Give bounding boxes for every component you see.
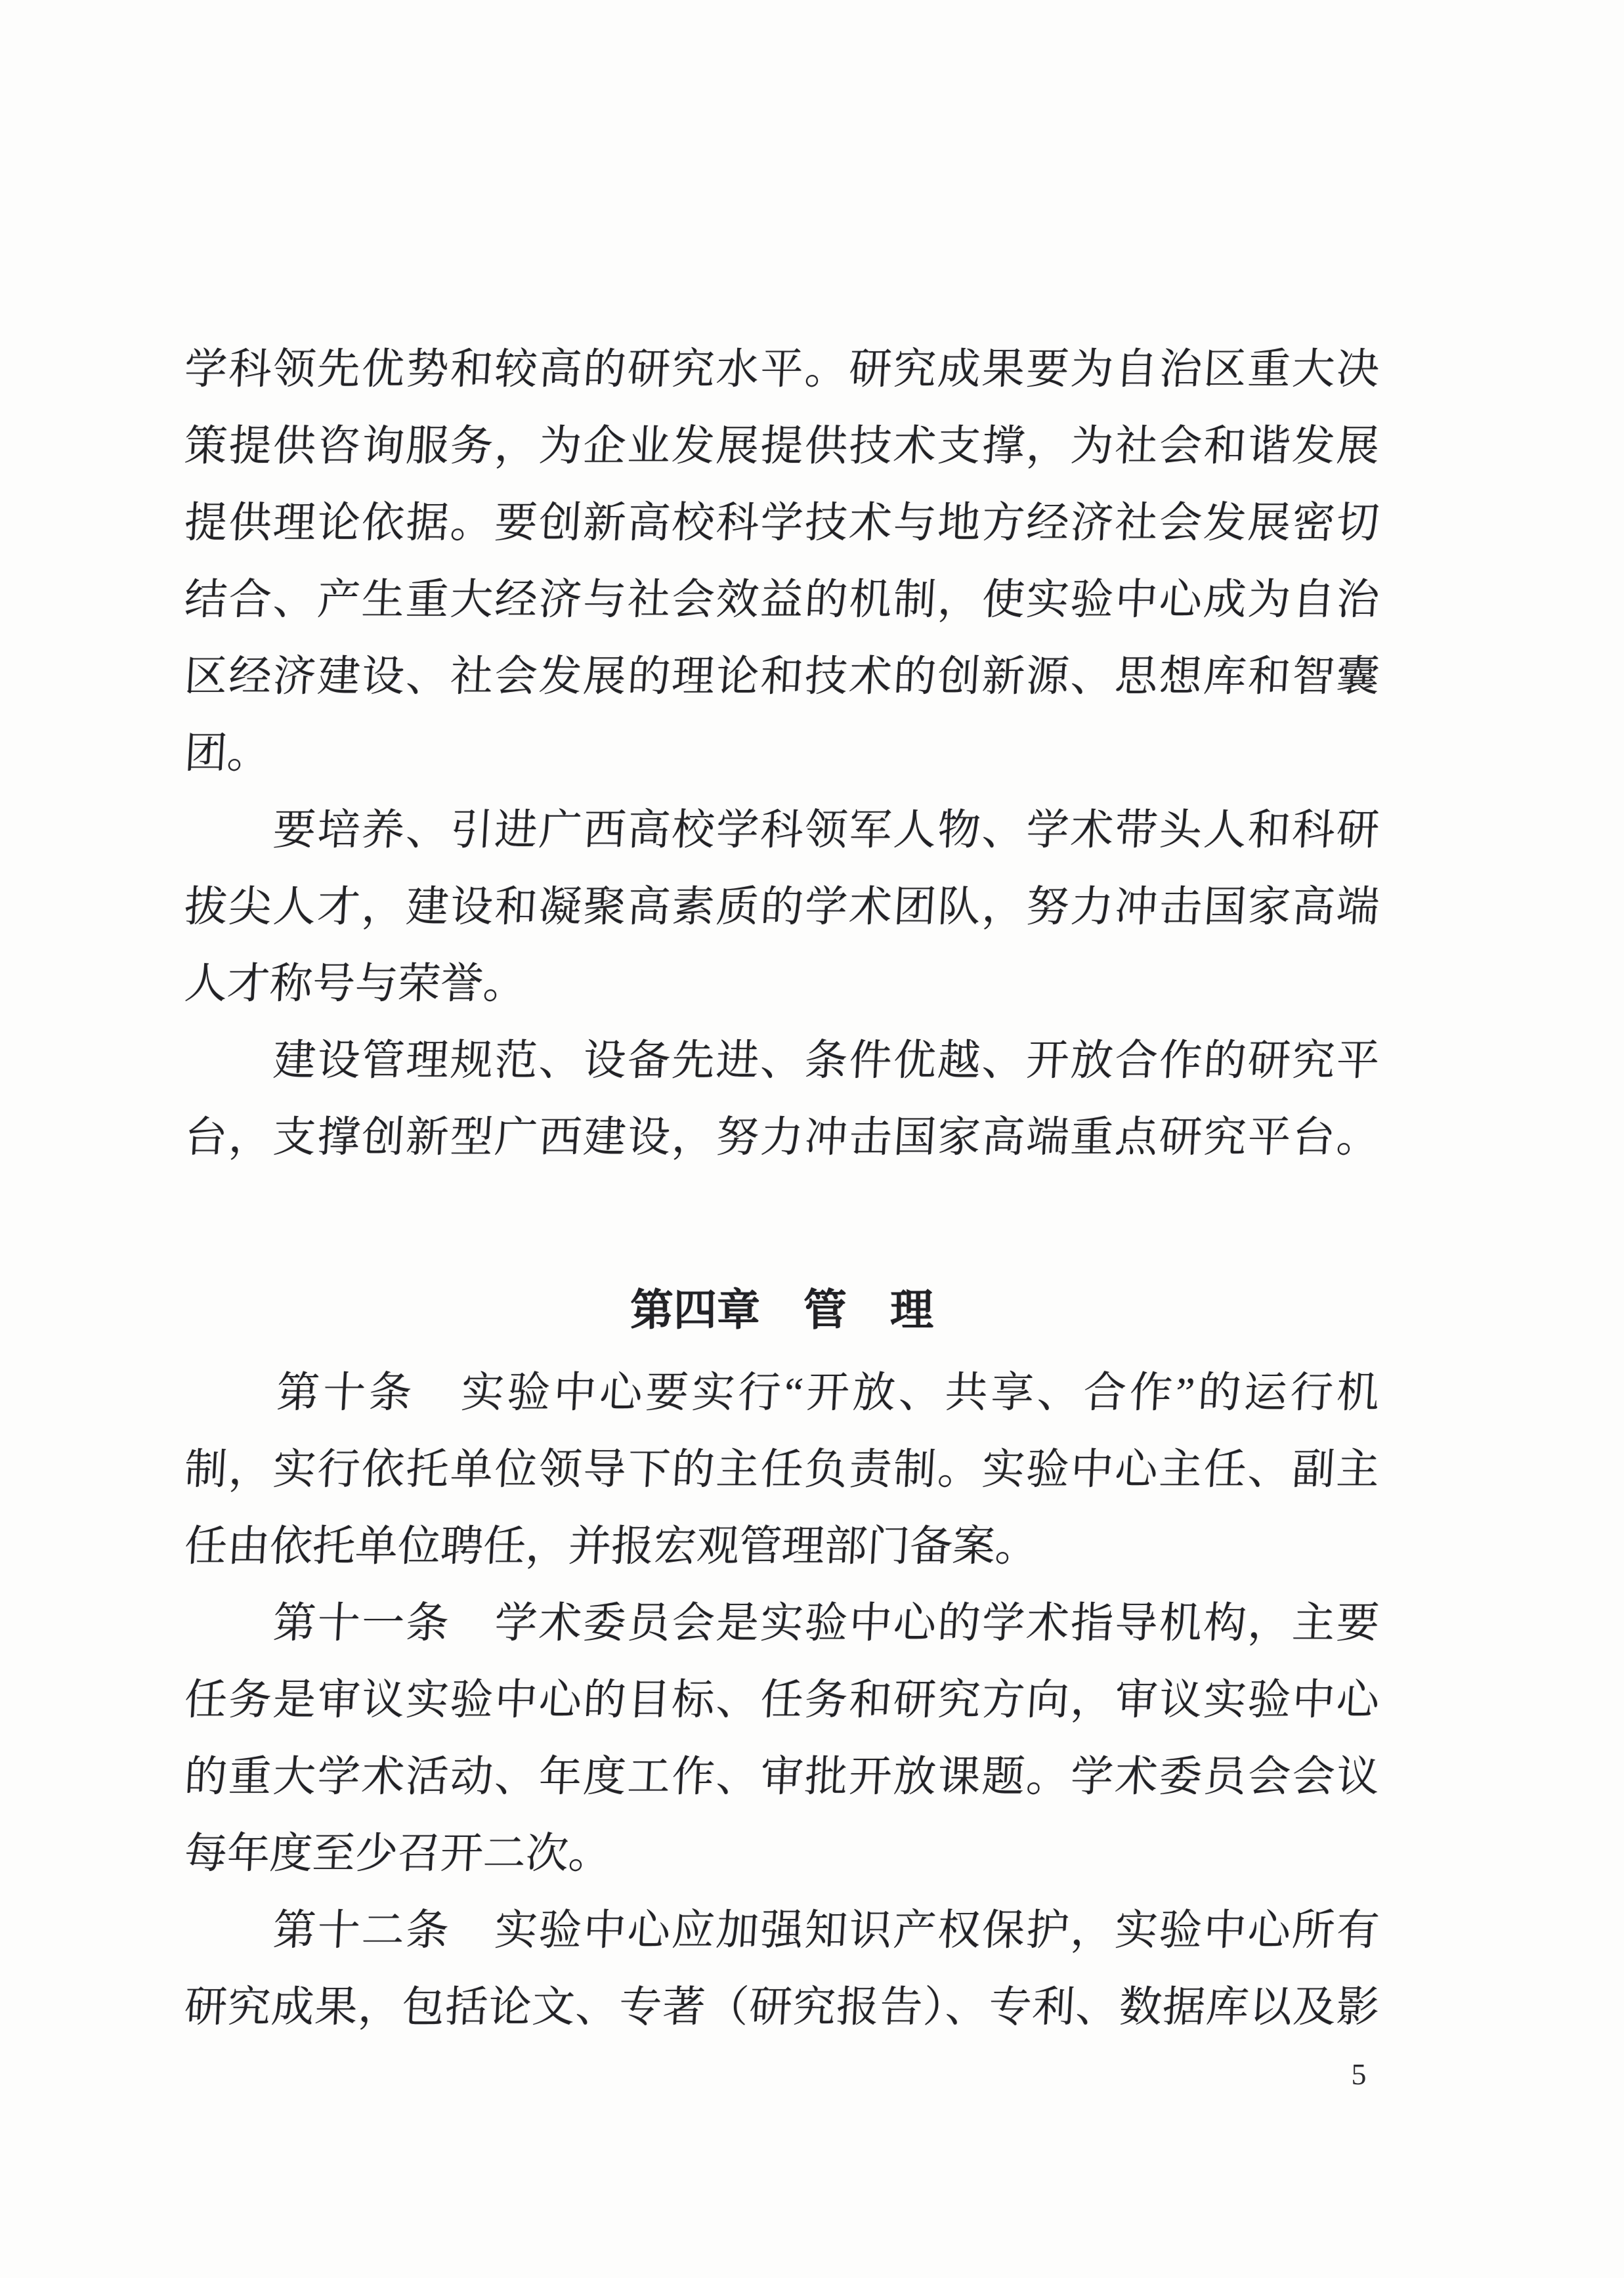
text-line: 任务是审议实验中心的目标、任务和研究方向，审议实验中心	[183, 1677, 1381, 1724]
text-line: 的重大学术活动、年度工作、审批开放课题。学术委员会会议	[183, 1753, 1381, 1801]
text-line: 要培养、引进广西高校学科领军人物、学术带头人和科研	[183, 807, 1381, 854]
chapter-heading-text: 第四章 管 理	[630, 1287, 933, 1335]
paragraph	[184, 1355, 1379, 1585]
text-line: 每年度至少召开二次。	[183, 1830, 613, 1878]
text-line: 人才称号与荣誉。	[183, 960, 528, 1008]
text-line: 台，支撑创新型广西建设，努力冲击国家高端重点研究平台。	[183, 1114, 1381, 1161]
text-line: 第十条 实验中心要实行“开放、共享、合作”的运行机	[183, 1369, 1381, 1417]
chapter-heading	[184, 1272, 1379, 1349]
text-line: 任由依托单位聘任，并报宏观管理部门备案。	[183, 1523, 1040, 1570]
text-line: 提供理论依据。要创新高校科学技术与地方经济社会发展密切	[183, 500, 1381, 547]
text-line: 学科领先优势和较高的研究水平。研究成果要为自治区重大决	[183, 346, 1381, 393]
page-body	[184, 332, 1379, 2046]
paragraph	[184, 1023, 1379, 1176]
text-line: 团。	[183, 730, 272, 777]
paragraph	[184, 792, 1379, 1023]
text-line: 拔尖人才，建设和凝聚高素质的学术团队，努力冲击国家高端	[183, 884, 1381, 931]
page-number: 5	[1351, 2057, 1367, 2091]
text-line: 研究成果，包括论文、专著（研究报告）、专利、数据库以及影	[183, 1984, 1381, 2031]
text-line: 区经济建设、社会发展的理论和技术的创新源、思想库和智囊	[183, 653, 1381, 700]
text-line: 建设管理规范、设备先进、条件优越、开放合作的研究平	[183, 1037, 1381, 1085]
text-line: 第十二条 实验中心应加强知识产权保护，实验中心所有	[183, 1907, 1381, 1954]
text-line: 第十一条 学术委员会是实验中心的学术指导机构，主要	[183, 1600, 1381, 1647]
paragraph	[184, 1893, 1379, 2046]
paragraph	[184, 332, 1379, 792]
text-line: 结合、产生重大经济与社会效益的机制，使实验中心成为自治	[183, 576, 1381, 624]
paragraph	[184, 1585, 1379, 1893]
text-line: 策提供咨询服务，为企业发展提供技术支撑，为社会和谐发展	[183, 423, 1381, 470]
text-line: 制，实行依托单位领导下的主任负责制。实验中心主任、副主	[183, 1446, 1381, 1494]
